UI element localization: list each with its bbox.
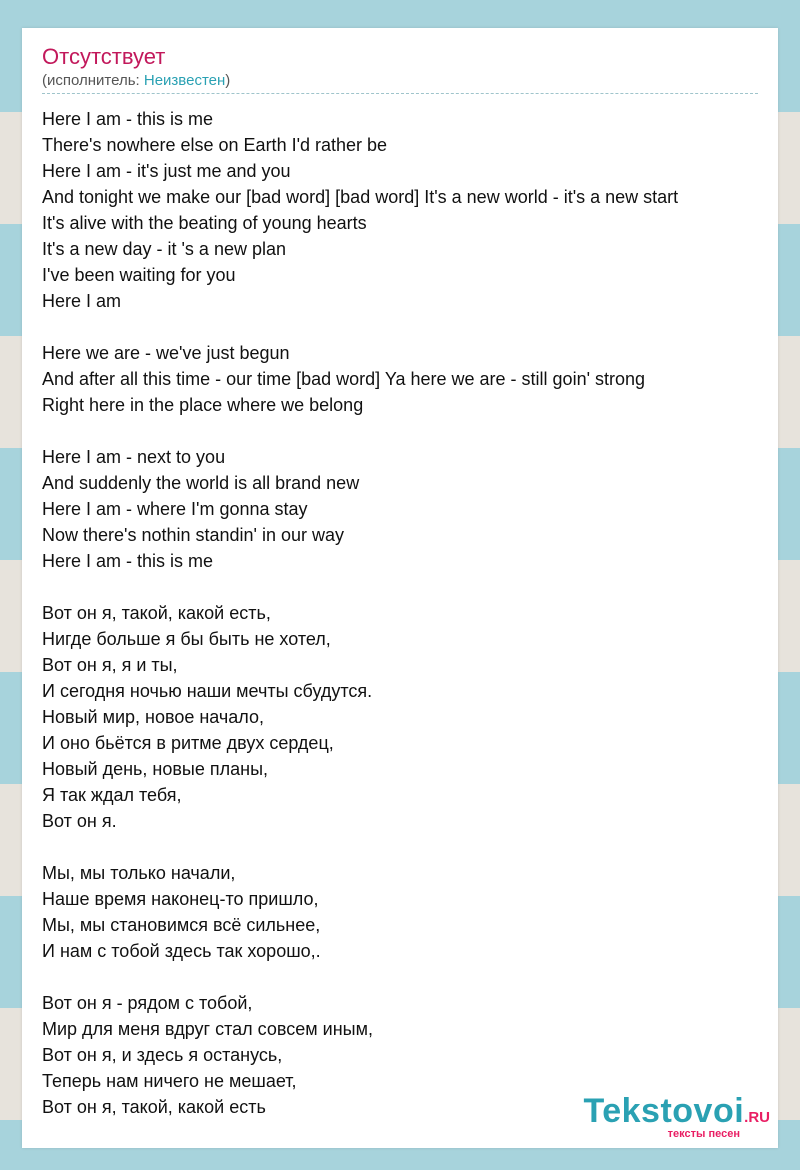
lyric-line: Вот он я, такой, какой есть <box>42 1097 266 1117</box>
lyric-line: Наше время наконец-то пришло, <box>42 889 319 909</box>
lyric-line: Right here in the place where we belong <box>42 395 364 415</box>
lyric-line: Новый день, новые планы, <box>42 759 269 779</box>
lyric-line: There's nowhere else on Earth I'd rather be <box>42 135 388 155</box>
lyric-line: Вот он я. <box>42 811 117 831</box>
lyric-line: And suddenly the world is all brand new <box>42 473 360 493</box>
lyric-blank-line <box>42 418 768 444</box>
lyric-line: Here I am - where I'm gonna stay <box>42 499 308 519</box>
lyric-line: Новый мир, новое начало, <box>42 707 265 727</box>
artist-line <box>42 72 230 90</box>
song-title: Отсутствует <box>42 44 166 69</box>
artist-link[interactable]: Неизвестен <box>143 72 226 89</box>
lyric-line: Now there's nothin standin' in our way <box>42 525 345 545</box>
lyric-line: It's a new day - it 's a new plan <box>42 239 286 259</box>
lyrics-body <box>42 106 768 1120</box>
lyric-line: Here I am - this is me <box>42 551 214 571</box>
logo-suffix: .RU <box>744 1109 770 1126</box>
lyric-line: И нам с тобой здесь так хорошо,. <box>42 941 321 961</box>
lyric-line: I've been waiting for you <box>42 265 236 285</box>
lyric-line: Нигде больше я бы быть не хотел, <box>42 629 331 649</box>
logo-main-text: Tekstovoi <box>583 1092 745 1130</box>
lyric-line: And after all this time - our time [bad word] Ya here we are - still goin' strong <box>42 369 646 389</box>
lyric-blank-line <box>42 314 768 340</box>
lyric-line: Вот он я - рядом с тобой, <box>42 993 253 1013</box>
lyric-line: Вот он я, такой, какой есть, <box>42 603 271 623</box>
lyrics-card <box>22 28 778 1148</box>
site-logo[interactable] <box>583 1094 770 1140</box>
lyric-line: Here I am - next to you <box>42 447 226 467</box>
lyric-line: Вот он я, я и ты, <box>42 655 178 675</box>
lyric-line: Here I am - it's just me and you <box>42 161 291 181</box>
lyric-line: Я так ждал тебя, <box>42 785 182 805</box>
lyric-line: It's alive with the beating of young hearts <box>42 213 367 233</box>
lyric-blank-line <box>42 574 768 600</box>
lyric-line: Мы, мы только начали, <box>42 863 236 883</box>
lyric-line: И оно бьётся в ритме двух сердец, <box>42 733 334 753</box>
lyric-line: And tonight we make our [bad word] [bad word] It's a new world - it's a new start <box>42 187 679 207</box>
lyric-blank-line <box>42 834 768 860</box>
lyric-line: Теперь нам ничего не мешает, <box>42 1071 297 1091</box>
lyric-line: Here we are - we've just begun <box>42 343 290 363</box>
artist-prefix: (исполнитель: <box>42 72 144 89</box>
logo-tagline: тексты песен <box>667 1128 740 1140</box>
lyric-line: Here I am <box>42 291 122 311</box>
lyric-line: Here I am - this is me <box>42 109 214 129</box>
artist-suffix: ) <box>225 72 231 89</box>
lyric-line: Вот он я, и здесь я останусь, <box>42 1045 283 1065</box>
lyric-line: И сегодня ночью наши мечты сбудутся. <box>42 681 373 701</box>
lyric-line: Мы, мы становимся всё сильнее, <box>42 915 321 935</box>
lyric-line: Мир для меня вдруг стал совсем иным, <box>42 1019 373 1039</box>
lyric-blank-line <box>42 964 768 990</box>
title-divider <box>42 93 758 94</box>
